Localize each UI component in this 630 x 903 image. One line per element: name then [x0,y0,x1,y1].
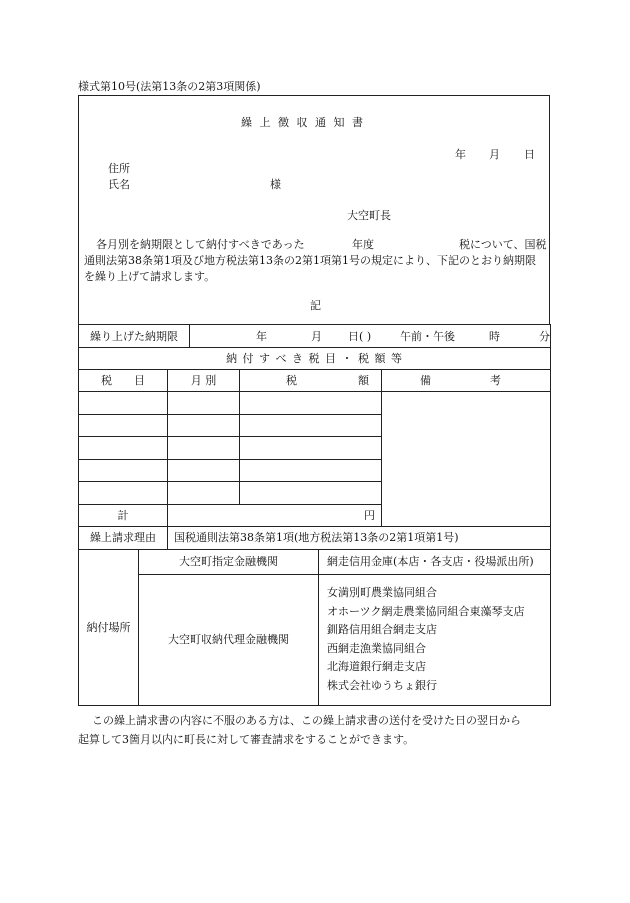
form-number: 様式第10号(法第13条の2第3項関係) [78,80,261,93]
deadline-hour: 時 [489,330,501,343]
body-line3: を繰り上げて請求します。 [84,270,216,283]
tax-section-title: 納 付 す べ き 税 目 ・ 税 額 等 [79,348,551,370]
issuer: 大空町長 [347,209,391,222]
deadline-row [79,325,551,348]
column-header-row [79,370,551,392]
designated-bank-row [79,549,551,574]
tax-table [78,324,551,706]
col-remarks: 備 考 [382,370,551,392]
date-year-label: 年 [455,148,466,161]
remarks-cell [382,392,551,527]
list-item: オホーツク網走農業協同組合東藻琴支店 [327,604,525,618]
address-label: 住所 [108,162,130,175]
deadline-label: 繰り上げた納期限 [79,325,190,348]
instruction-line1: この繰上請求書の内容に不服のある方は、この繰上請求書の送付を受けた日の翌日から [92,714,521,727]
date-day-label: 日 [524,148,535,161]
total-label: 計 [79,504,168,526]
list-item: 西網走漁業協同組合 [327,641,427,655]
agent-bank-list [319,574,551,705]
row-amount [240,437,382,460]
list-item: 株式会社ゆうちょ銀行 [327,678,438,692]
deadline-ampm: 午前・午後 [400,330,456,343]
body-line1-c: 税について、国税 [459,238,547,251]
agent-bank-label: 大空町収納代理金融機関 [139,574,319,705]
body-line1-a: 各月別を納期限として納付すべきであった [96,238,305,251]
date-month-label: 月 [489,148,500,161]
row-tax-item [79,459,168,482]
row-amount [240,392,382,415]
row-month [168,414,240,437]
col-amount: 税 額 [240,370,382,392]
designated-bank-label: 大空町指定金融機関 [139,549,319,574]
deadline-month: 月 [311,330,323,343]
honorific-sama: 様 [270,178,281,191]
tax-section-title-row [79,348,551,370]
reason-text: 国税通則法第38条第1項(地方税法第13条の2第1項第1号) [168,526,551,549]
row-tax-item [79,437,168,460]
reason-row [79,526,551,549]
row-amount [240,414,382,437]
table-row [79,392,551,415]
row-month [168,482,240,505]
ki-marker: 記 [310,299,321,312]
row-amount [240,482,382,505]
row-month [168,459,240,482]
reason-label: 繰上請求理由 [79,526,168,549]
row-tax-item [79,392,168,415]
row-month [168,392,240,415]
designated-bank-value: 網走信用金庫(本店・各支店・役場派出所) [319,549,551,574]
deadline-year: 年 [256,330,268,343]
payment-place-label: 納付場所 [79,549,139,705]
instruction-line2: 起算して3箇月以内に町長に対して審査請求をすることができます。 [78,733,415,746]
body-line2: 通則法第38条第1項及び地方税法第13条の2第1項第1号の規定により、下記のとおり納期限 [84,254,536,267]
row-tax-item [79,414,168,437]
col-month: 月 別 [168,370,240,392]
row-amount [240,459,382,482]
row-month [168,437,240,460]
document-title: 繰 上 徴 収 通 知 書 [241,116,365,129]
list-item: 釧路信用組合網走支店 [327,623,438,637]
list-item: 北海道銀行網走支店 [327,660,427,674]
list-item: 女満別町農業協同組合 [327,586,438,600]
deadline-minute: 分 [539,330,551,343]
row-tax-item [79,482,168,505]
total-unit: 円 [168,504,382,526]
deadline-value [190,325,551,348]
col-tax-item: 税 目 [79,370,168,392]
agent-bank-row [79,574,551,705]
deadline-day: 日( ) [348,330,372,343]
body-line1-b: 年度 [352,238,374,251]
name-label: 氏名 [108,178,130,191]
